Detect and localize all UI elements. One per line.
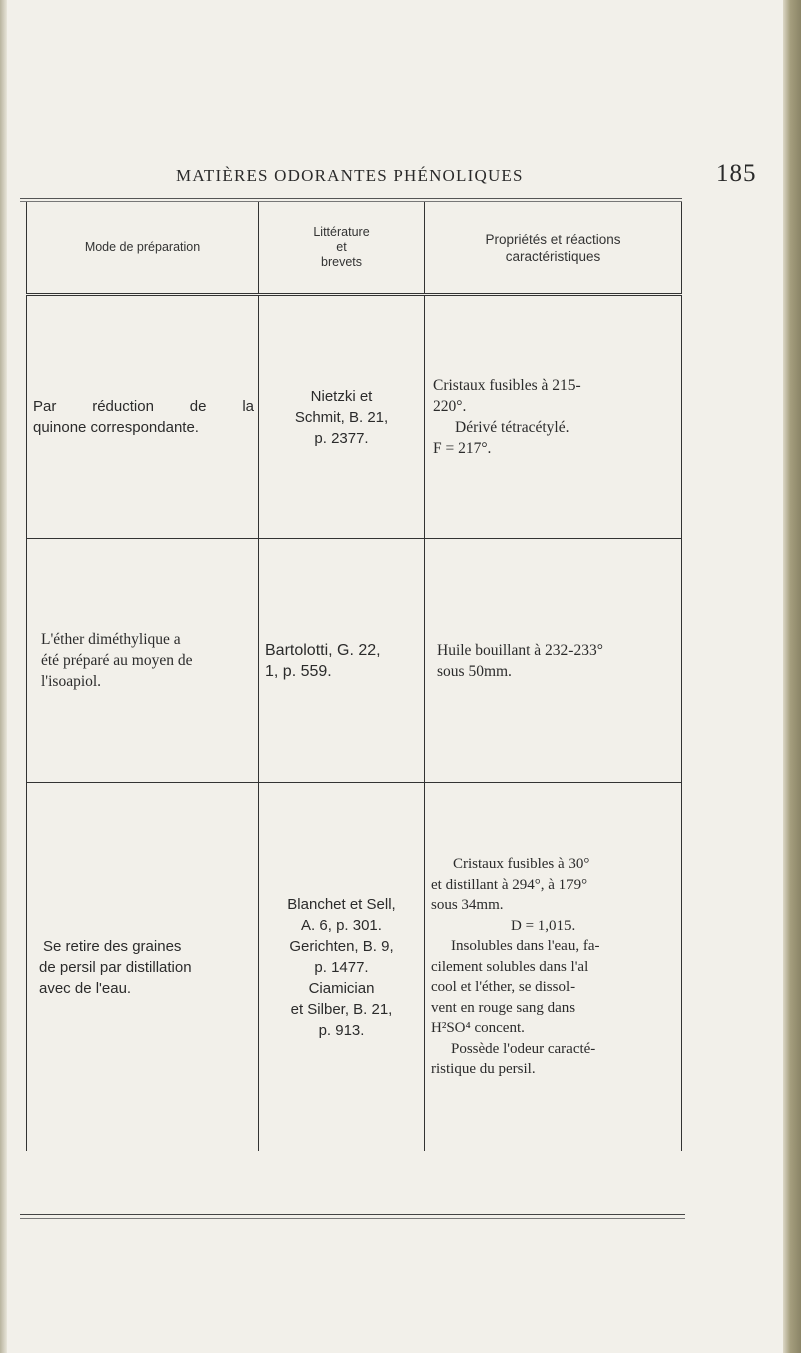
table-bottom-rule-inner	[20, 1218, 685, 1219]
column-header-properties: Propriétés et réactions caractéristiques	[425, 202, 682, 295]
page-edge-left	[0, 0, 7, 1353]
cell-preparation: Par réduction de la quinone correspondante.	[27, 295, 259, 539]
table-row	[27, 295, 682, 539]
cell-literature: Bartolotti, G. 22, 1, p. 559.	[259, 539, 425, 783]
cell-properties: Huile bouillant à 232-233° sous 50mm.	[425, 539, 682, 783]
cell-properties: Cristaux fusibles à 30° et distillant à 294°, à 179° sous 34mm. D = 1,015. Insolubles dans l'eau, fa- cilement solubles dans l'al cool et l'éther, se dissol- vent en rouge sang dans H²SO⁴ concent. Possède l'odeur caracté- ristique du persil.	[425, 783, 682, 1152]
data-table	[26, 202, 682, 1151]
cell-preparation: L'éther diméthylique a été préparé au moyen de l'isoapiol.	[27, 539, 259, 783]
column-header-literature: Littérature et brevets	[259, 202, 425, 295]
column-header-preparation: Mode de préparation	[27, 202, 259, 295]
cell-literature: Blanchet et Sell, A. 6, p. 301. Gerichten, B. 9, p. 1477. Ciamician et Silber, B. 21, p. 913.	[259, 783, 425, 1152]
cell-properties: Cristaux fusibles à 215- 220°. Dérivé tétracétylé. F = 217°.	[425, 295, 682, 539]
table-row	[27, 539, 682, 783]
table-row	[27, 783, 682, 1152]
cell-literature: Nietzki et Schmit, B. 21, p. 2377.	[259, 295, 425, 539]
page-number: 185	[716, 160, 757, 187]
page-edge-right	[783, 0, 801, 1353]
table-header-row	[27, 202, 682, 295]
table-top-rule	[20, 198, 682, 199]
table-bottom-rule	[20, 1214, 685, 1215]
running-title: MATIÈRES ODORANTES PHÉNOLIQUES	[176, 166, 524, 185]
cell-preparation: Se retire des graines de persil par distillation avec de l'eau.	[27, 783, 259, 1152]
